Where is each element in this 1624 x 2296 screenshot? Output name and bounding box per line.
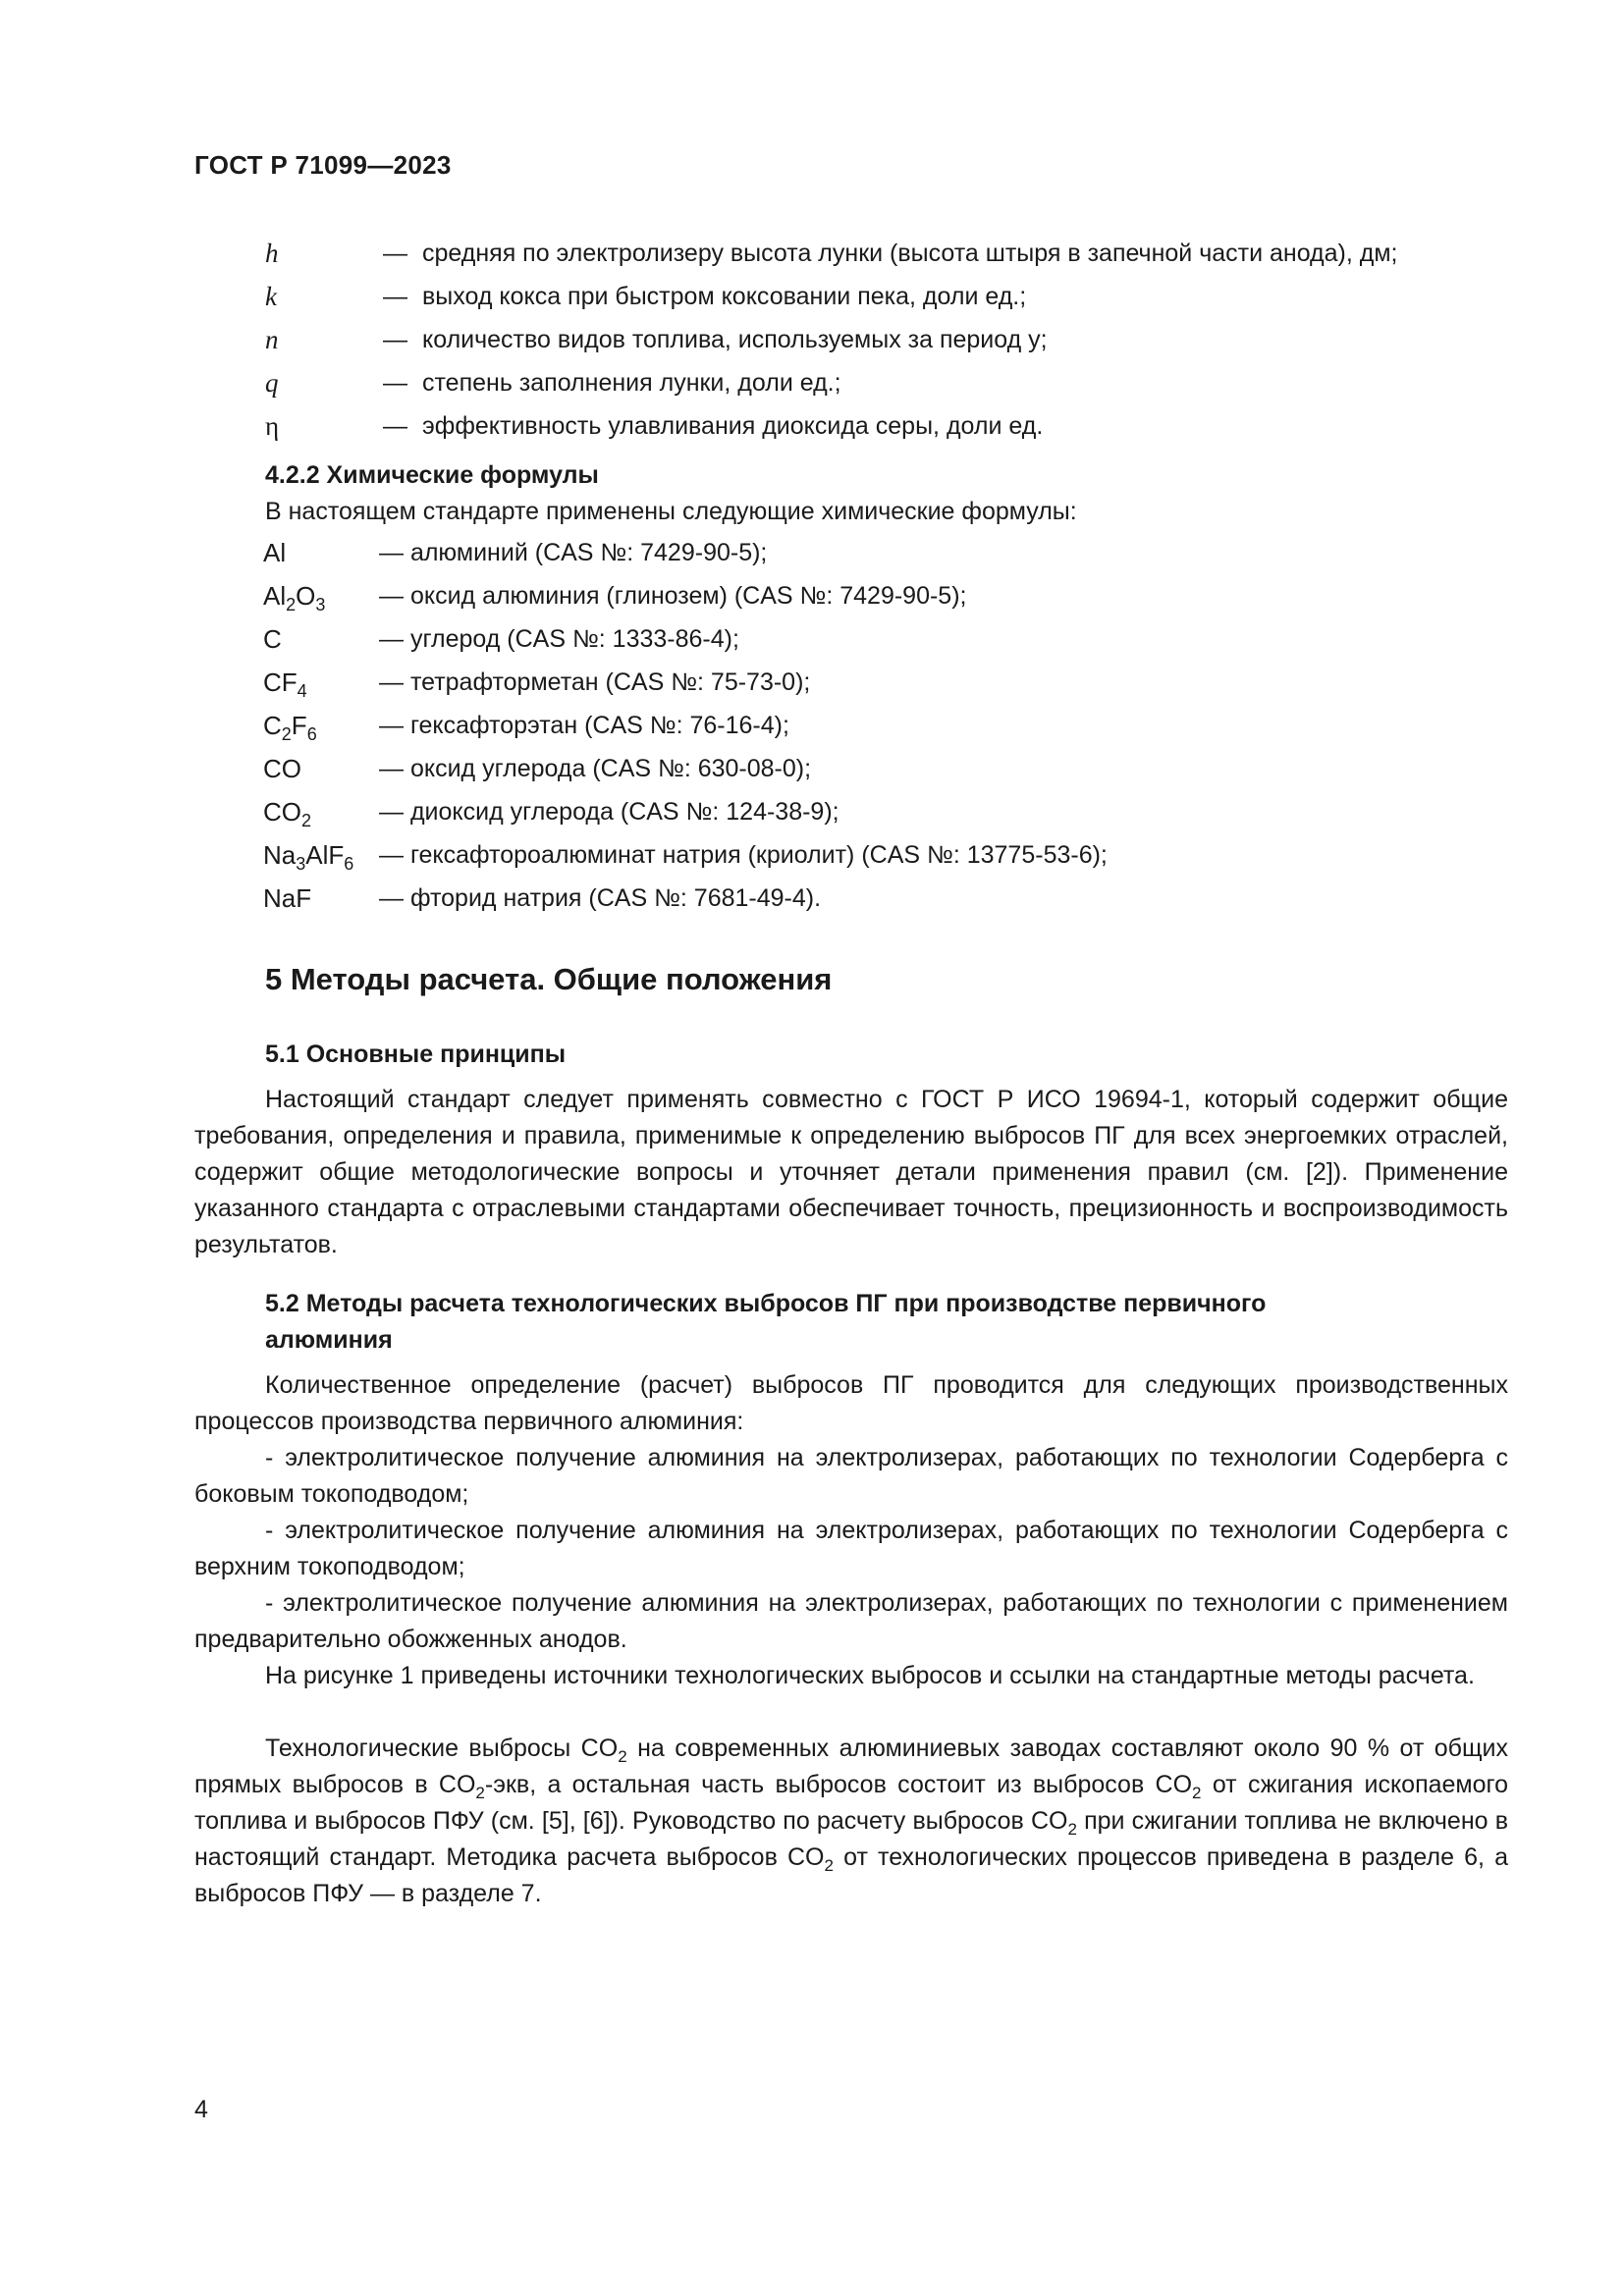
symbol-description: средняя по электролизеру высота лунки (высота штыря в запечной части анода), дм; [422, 240, 1398, 267]
chem-formula: $C_2F_6$ [263, 711, 317, 744]
chem-row [263, 747, 1508, 790]
dash: — [383, 369, 407, 397]
subsection-heading: 5.1 Основные принципы [265, 1041, 567, 1068]
section-heading: 5 Методы расчета. Общие положения [265, 962, 833, 996]
document-code-header: ГОСТ Р 71099—2023 [194, 150, 452, 180]
chem-row [263, 877, 1508, 920]
symbol: q [265, 368, 279, 398]
symbol-description: степень заполнения лунки, доли ед.; [422, 369, 841, 397]
symbol-row [265, 361, 1508, 404]
chem-description: — диоксид углерода (CAS №: 124-38-9); [379, 798, 839, 826]
chem-row [263, 704, 1508, 747]
list-item: - электролитическое получение алюминия на электролизерах, работающих по технологии с применением предварительно обожженных анодов. [194, 1589, 1508, 1653]
chem-formula: $CF_4$ [263, 667, 307, 701]
symbol: n [265, 325, 279, 354]
chem-row [263, 661, 1508, 704]
chem-formula: NaF [263, 883, 312, 913]
chem-description: — гексафторэтан (CAS №: 76-16-4); [379, 712, 789, 739]
chem-row [263, 833, 1508, 877]
symbol-description: количество видов топлива, используемых за период y; [422, 326, 1048, 353]
symbol-row [265, 318, 1508, 361]
symbol-row [265, 275, 1508, 318]
chem-description: — гексафтороалюминат натрия (криолит) (CAS №: 13775-53-6); [379, 841, 1108, 869]
symbol: η [265, 411, 280, 441]
chem-description: — алюминий (CAS №: 7429-90-5); [379, 539, 768, 566]
symbol-description: выход кокса при быстром коксовании пека, доли ед.; [422, 283, 1027, 310]
subsection-heading: 5.2 Методы расчета технологических выбросов ПГ при производстве первичного [265, 1290, 1267, 1317]
chem-formulas-heading: 4.2.2 Химические формулы [265, 461, 599, 489]
symbol-list [265, 232, 1508, 448]
subsection-heading-cont: алюминия [265, 1326, 393, 1354]
symbol-row [265, 232, 1508, 275]
paragraph: Количественное определение (расчет) выбросов ПГ проводится для следующих производственных процессов производства первичного алюминия: [194, 1371, 1508, 1435]
chem-description: — тетрафторметан (CAS №: 75-73-0); [379, 668, 811, 696]
dash: — [383, 412, 407, 440]
chem-formula: CO [263, 754, 301, 783]
symbol: h [265, 239, 279, 268]
chem-row [263, 531, 1508, 574]
chem-formulas-intro: В настоящем стандарте применены следующие химические формулы: [265, 498, 1077, 525]
chem-description: — фторид натрия (CAS №: 7681-49-4). [379, 884, 822, 912]
chem-row [263, 790, 1508, 833]
paragraph: Настоящий стандарт следует применять совместно с ГОСТ Р ИСО 19694-1, который содержит общие требования, определения и правила, применимые к определению выбросов ПГ для всех энергоемких отраслей, содержит общие методологические вопросы и уточняет детали применения правил (см. [2]). Применение указанного стандарта с отраслевыми стандартами обеспечивает точность, прецизионность и воспроизводимость результатов. [194, 1086, 1508, 1258]
list-item: - электролитическое получение алюминия на электролизерах, работающих по технологии Содерберга с верхним токоподводом; [194, 1517, 1508, 1580]
chem-row [263, 574, 1508, 617]
dash: — [383, 283, 407, 310]
paragraph-co2: Технологические выбросы $CO_2$ на современных алюминиевых заводах составляют около 90 % от общих прямых выбросов в $CO_2$-экв, а остальная часть выбросов состоит из выбросов $CO_2$ от сжигания ископаемого топлива и выбросов ПФУ (см. [5], [6]). Руководство по расчету выбросов $CO_2$ при сжигании топлива не включено в настоящий стандарт. Методика расчета выбросов $CO_2$ от технологических процессов приведена в разделе 6, а выбросов ПФУ — в разделе 7. [194, 1735, 1508, 1907]
list-item: - электролитическое получение алюминия на электролизерах, работающих по технологии Содерберга с боковым токоподводом; [194, 1444, 1508, 1508]
dash: — [383, 326, 407, 353]
chem-formula: Al [263, 538, 287, 567]
chem-formula: $CO_2$ [263, 797, 312, 830]
paragraph: На рисунке 1 приведены источники технологических выбросов и ссылки на стандартные методы расчета. [265, 1662, 1475, 1689]
chem-formula: $Na_3AlF_6$ [263, 840, 354, 874]
symbol-row [265, 404, 1508, 448]
symbol-description: эффективность улавливания диоксида серы, доли ед. [422, 412, 1044, 440]
chem-description: — оксид алюминия (глинозем) (CAS №: 7429-90-5); [379, 582, 967, 610]
symbol: k [265, 282, 277, 311]
chem-formula: C [263, 624, 282, 654]
page-number: 4 [194, 2096, 208, 2123]
chem-formula: $Al_2O_3$ [263, 581, 326, 614]
dash: — [383, 240, 407, 267]
chem-row [263, 617, 1508, 661]
chem-formula-list [263, 531, 1508, 920]
chem-description: — оксид углерода (CAS №: 630-08-0); [379, 755, 812, 782]
chem-description: — углерод (CAS №: 1333-86-4); [379, 625, 739, 653]
